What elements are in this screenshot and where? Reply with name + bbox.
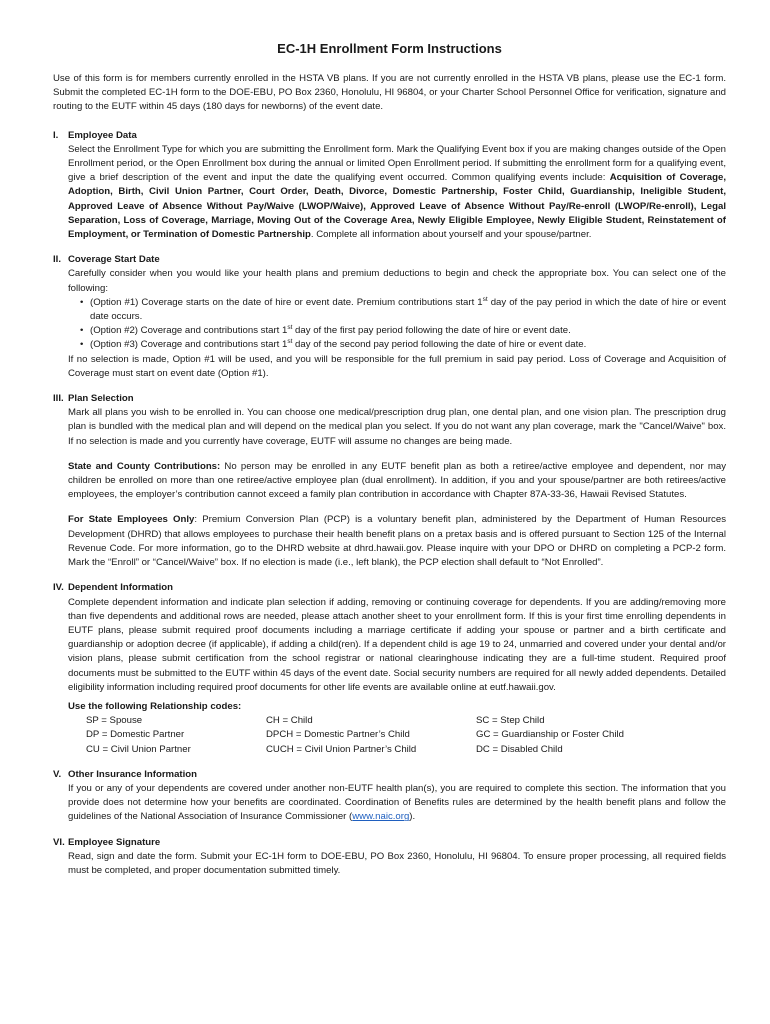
option-2-text-a: (Option #2) Coverage and contributions start 1: [90, 325, 288, 337]
section-employee-data: [53, 129, 726, 243]
coverage-start-text: Carefully consider when you would like your health plans and premium deductions to begin and check the appropriate box. You can select one of the following:: [68, 268, 726, 294]
relationship-code: CH = Child: [266, 715, 313, 727]
section-coverage-start: [53, 253, 726, 381]
page-title: EC-1H Enrollment Form Instructions: [277, 41, 502, 56]
employee-signature-text: Read, sign and date the form. Submit your EC-1H form to DOE-EBU, PO Box 2360, Honolulu, HI 96804. To ensure proper processing, all required fields must be completed, and proper documentation submitted timely.: [68, 850, 726, 876]
dependent-info-text: Complete dependent information and indicate plan selection if adding, removing or continuing coverage for dependents. If you are adding/removing more than five dependents and additional rows are needed, please attach another sheet to your enrollment form. If this is your first time enrolling dependents in EUTF plans, please submit required proof documents including a marriage certificate if adding your spouse or partner and a birth certificate and guardianship or adoption decree (if applicable), if adding a child(ren). If a dependent child is age 19 to 24, unmarried and covered under your dental and/or vision plans, please submit certification from the school registrar or national clearinghouse indicating they are a full-time student. Required proof documents must be submitted to the EUTF within 45 days of the event date. Social security numbers are required for all newly added dependents. Detailed eligibility information including required proof documents for other life events are available online at eutf.hawaii.gov.: [68, 596, 726, 693]
option-2-item: [90, 324, 726, 338]
employee-data-text: [53, 143, 726, 242]
section-other-insurance: [53, 768, 726, 825]
other-insurance-text-a: If you or any of your dependents are covered under another non-EUTF health plan(s), you are required to complete this section. The information that you provide does not determine how your benefits are coordinated. Coordination of Benefits rules are determined by the health benefit plans and follow the guidelines of the National Association of Insurance Commissioner (: [68, 782, 726, 823]
section-heading: [53, 836, 726, 850]
state-employees-label: For State Employees Only: [68, 514, 195, 526]
option-1-text-b: day of the pay period in which the date of hire or event date occurs.: [90, 296, 726, 323]
other-insurance-text: [53, 782, 726, 825]
section-dependent-info: [53, 581, 726, 756]
state-county-label: State and County Contributions:: [68, 460, 221, 472]
option-3-item: [90, 338, 726, 352]
naic-link[interactable]: www.naic.org: [352, 811, 410, 823]
section-title: Coverage Start Date: [68, 254, 160, 266]
section-employee-signature: [53, 836, 726, 879]
section-title: Employee Data: [68, 129, 137, 141]
state-employees-paragraph: [68, 513, 726, 570]
intro-paragraph: Use of this form is for members currently enrolled in the HSTA VB plans. If you are not currently enrolled in the HSTA VB plans, please use the EC-1 form. Submit the completed EC-1H form to the DOE-EBU, PO Box 2360, Honolulu, HI 96804, or your Charter School Personnel Office for verification, signature and routing to the EUTF within 45 days (180 days for newborns) of the event date.: [53, 73, 726, 113]
section-title: Other Insurance Information: [68, 768, 198, 780]
option-2-sup: st: [287, 324, 293, 332]
coverage-default-text: If no selection is made, Option #1 will be used, and you will be responsible for the full premium in said pay period. Loss of Coverage and Acquisition of Coverage must start on event date (Option #1).: [68, 353, 726, 379]
option-1-item: [90, 296, 726, 324]
option-3-text-b: day of the second pay period following the date of hire or event date.: [292, 339, 587, 351]
relationship-code: SP = Spouse: [86, 715, 143, 727]
plan-selection-body: [53, 406, 726, 570]
section-heading: [53, 581, 726, 595]
state-employees-text: : Premium Conversion Plan (PCP) is a voluntary benefit plan, administered by the Department of Human Resources Development (DHRD) that allows employees to purchase their health benefit plans on a pretax basis and is offered pursuant to Section 125 of the Internal Revenue Code. For more information, go to the DHRD website at dhrd.hawaii.gov. Please inquire with your DPO or DHRD on completing a PCP-2 form. Mark the “Enroll” or “Cancel/Waive” box. If no election is made (i.e., left blank), the PCP election shall default to “Not Enrolled”.: [68, 514, 726, 569]
section-heading: [53, 253, 726, 267]
section-title: Employee Signature: [68, 836, 161, 848]
option-3-sup: st: [287, 338, 293, 346]
plan-selection-text: Mark all plans you wish to be enrolled in. You can choose one medical/prescription drug plan, one dental plan, and one vision plan. The prescription drug plan is bundled with the medical plan and will depend on the medical plan you select. If you do not want any plan coverage, mark the "Cancel/Waive" box. If no selection is made and you currently have coverage, EUTF will assume no changes are being made.: [68, 407, 726, 447]
employee-data-text-a: Select the Enrollment Type for which you are submitting the Enrollment form. Mark the Qualifying Event box if you are making changes outside of the Open Enrollment period, or the Open Enrollment box during the annual or limited Open Enrollment period. If submitting the enrollment form for a qualifying event, give a brief description of the event and input the date the qualifying event occurred. Common qualifying events include:: [68, 143, 726, 184]
state-county-paragraph: [68, 460, 726, 503]
relationship-code: CU = Civil Union Partner: [86, 743, 191, 755]
option-3-text-a: (Option #3) Coverage and contributions start 1: [90, 339, 288, 351]
section-title: Plan Selection: [68, 393, 134, 405]
relationship-codes-title: Use the following Relationship codes:: [68, 700, 242, 712]
section-number: II.: [53, 254, 61, 266]
option-2-text-b: day of the first pay period following the date of hire or event date.: [292, 325, 571, 337]
section-heading: [53, 768, 726, 782]
other-insurance-text-b: ).: [409, 811, 416, 823]
relationship-codes-grid: [68, 714, 726, 757]
section-plan-selection: [53, 392, 726, 570]
state-county-text: No person may be enrolled in any EUTF benefit plan as both a retiree/active employee and dependent, nor may children be enrolled on more than one retiree/active employee plan (dual enrollment). In addition, if you and your spouse/partner are both retirees/active employees, the employer’s contribution cannot exceed a family plan contribution in accordance with Chapter 87A-33-36, Hawaii Revised Statutes.: [68, 460, 726, 501]
section-number: IV.: [53, 582, 64, 594]
section-number: VI.: [53, 836, 65, 848]
section-heading: [53, 392, 726, 406]
dependent-info-body: [53, 596, 726, 757]
coverage-start-body: [53, 267, 726, 381]
section-title: Dependent Information: [68, 582, 173, 594]
coverage-options-list: [68, 296, 726, 353]
option-1-sup: st: [482, 295, 488, 303]
section-number: I.: [53, 129, 59, 141]
relationship-code: DP = Domestic Partner: [86, 729, 185, 741]
employee-data-text-b: . Complete all information about yourself and your spouse/partner.: [310, 229, 592, 241]
relationship-code: DPCH = Domestic Partner’s Child: [266, 729, 410, 741]
relationship-code: CUCH = Civil Union Partner’s Child: [266, 743, 417, 755]
qualifying-events-list: Acquisition of Coverage, Adoption, Birth, Civil Union Partner, Court Order, Death, Divorce, Domestic Partnership, Foster Child, Guardianship, Ineligible Student, Approved Leave of Absence Without Pay/Waive (LWOP/Waive), Approved Leave of Absence Without Pay/Re-enroll (LWOP/Re-enroll), Legal Separation, Loss of Coverage, Marriage, Moving Out of the Coverage Area, Newly Eligible Employee, Newly Eligible Student, Reinstatement of Employment, or Termination of Domestic Partnership: [68, 172, 726, 241]
section-heading: [53, 129, 726, 143]
option-1-text-a: (Option #1) Coverage starts on the date of hire or event date. Premium contributions start 1: [90, 296, 483, 308]
relationship-code: DC = Disabled Child: [476, 743, 563, 755]
section-number: III.: [53, 393, 64, 405]
relationship-code: SC = Step Child: [476, 715, 545, 727]
relationship-code: GC = Guardianship or Foster Child: [476, 729, 624, 741]
section-number: V.: [53, 768, 62, 780]
